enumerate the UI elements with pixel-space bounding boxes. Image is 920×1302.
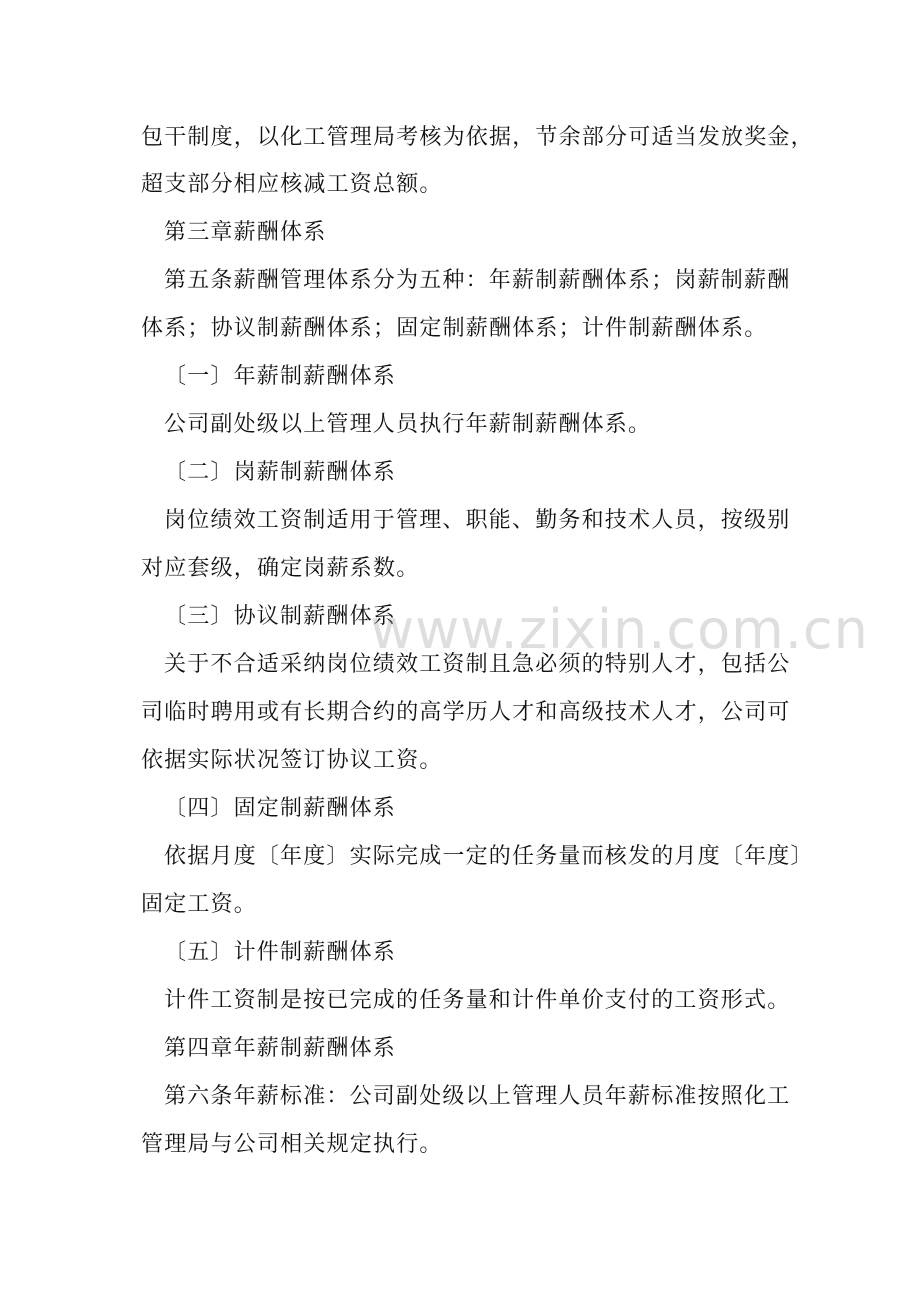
paragraph-line: 计件工资制是按已完成的任务量和计件单价支付的工资形式。	[164, 988, 791, 1013]
paragraph-line: 依据月度〔年度〕实际完成一定的任务量而核发的月度〔年度〕	[164, 844, 814, 869]
section-heading: 〔四〕固定制薪酬体系	[164, 796, 397, 821]
chapter-heading: 第四章年薪制薪酬体系	[164, 1036, 397, 1061]
section-heading: 〔二〕岗薪制薪酬体系	[164, 460, 397, 485]
watermark: www.zixin.com.cn	[370, 598, 869, 661]
section-heading: 〔五〕计件制薪酬体系	[164, 940, 397, 965]
paragraph-line: 对应套级，确定岗薪系数。	[141, 556, 420, 581]
paragraph-line: 关于不合适采纳岗位绩效工资制且急必须的特别人才，包括公	[164, 652, 791, 677]
paragraph-line: 依据实际状况签订协议工资。	[141, 748, 443, 773]
chapter-heading: 第三章薪酬体系	[164, 220, 327, 245]
section-heading: 〔一〕年薪制薪酬体系	[164, 364, 397, 389]
paragraph-line: 固定工资。	[141, 892, 258, 917]
article-line: 第五条薪酬管理体系分为五种：年薪制薪酬体系；岗薪制薪酬	[164, 268, 791, 293]
paragraph-line: 公司副处级以上管理人员执行年薪制薪酬体系。	[164, 412, 652, 437]
article-line: 第六条年薪标准：公司副处级以上管理人员年薪标准按照化工	[164, 1084, 791, 1109]
paragraph-line: 管理局与公司相关规定执行。	[141, 1132, 443, 1157]
paragraph-line: 体系；协议制薪酬体系；固定制薪酬体系；计件制薪酬体系。	[141, 316, 768, 341]
paragraph-line: 超支部分相应核减工资总额。	[141, 172, 443, 197]
paragraph-line: 岗位绩效工资制适用于管理、职能、勤务和技术人员，按级别	[164, 508, 791, 533]
paragraph-line: 司临时聘用或有长期合约的高学历人才和高级技术人才，公司可	[141, 700, 791, 725]
section-heading: 〔三〕协议制薪酬体系	[164, 604, 397, 629]
paragraph-line: 包干制度，以化工管理局考核为依据，节余部分可适当发放奖金，	[141, 125, 814, 150]
